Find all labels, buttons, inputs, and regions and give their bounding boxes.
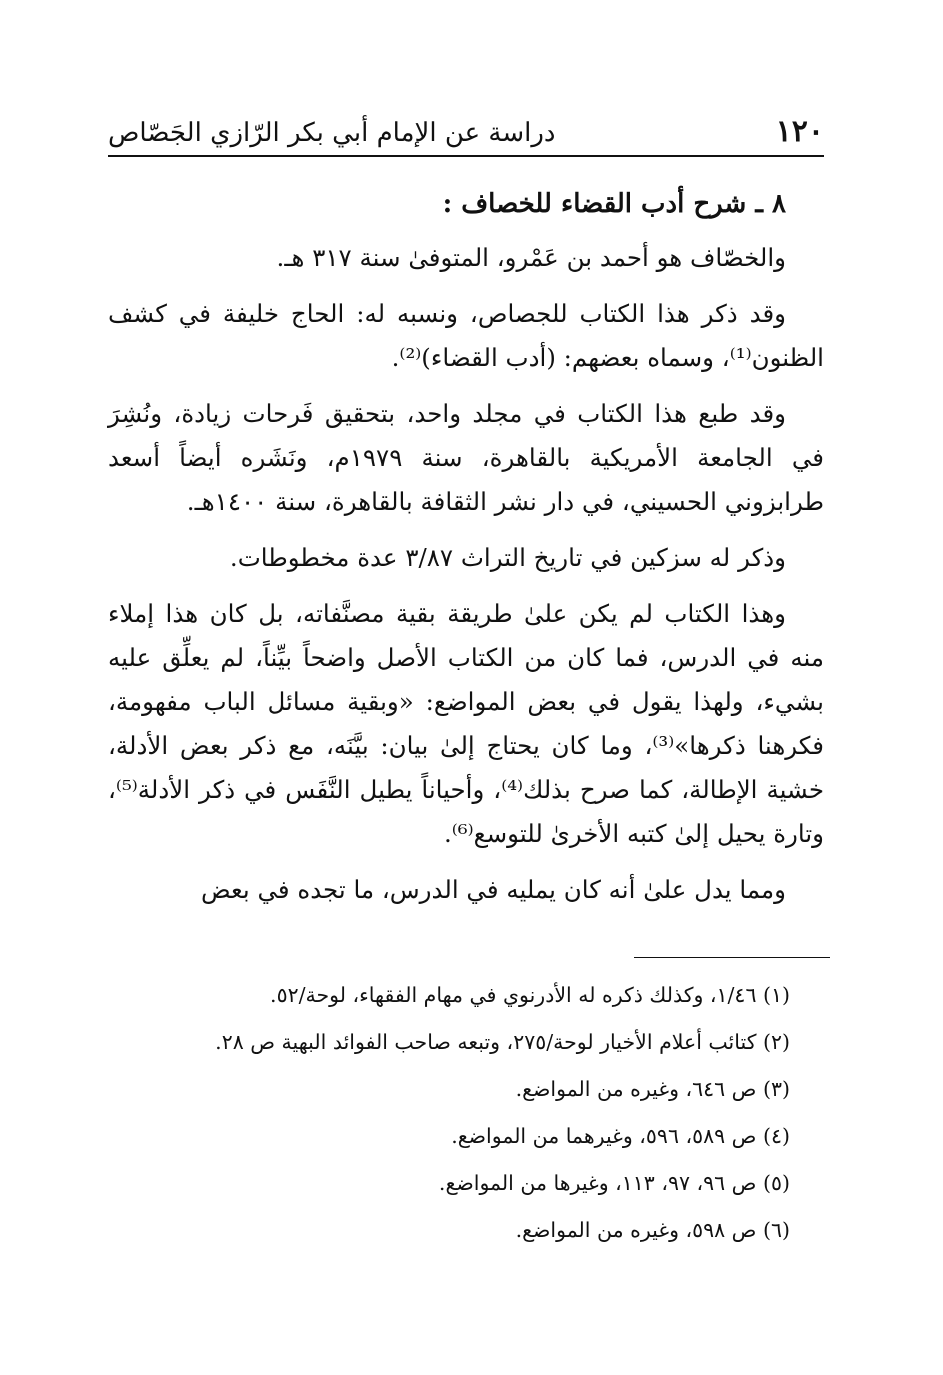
header-rule <box>108 155 824 157</box>
footnote: (٢) كتائب أعلام الأخيار لوحة/٢٧٥، وتبعه صاحب الفوائد البهية ص ٢٨. <box>215 1030 790 1054</box>
footnote: (٣) ص ٦٤٦، وغيره من المواضع. <box>515 1077 790 1101</box>
footnote-rule <box>634 957 830 958</box>
paragraph: والخصّاف هو أحمد بن عَمْرو، المتوفىٰ سنة ٣١٧ هـ. <box>276 243 786 272</box>
footnote: (٥) ص ٩٦، ٩٧، ١١٣، وغيرها من المواضع. <box>438 1171 790 1195</box>
running-title: دراسة عن الإمام أبي بكر الرّازي الجَصّاص <box>108 118 556 148</box>
paragraph: وقد طبع هذا الكتاب في مجلد واحد، بتحقيق فَرحات زيادة، ونُشِرَ في الجامعة الأمريكية بالقاهرة، سنة ١٩٧٩م، ونَشَره أيضاً أسعد طرابزوني الحسيني، في دار نشر الثقافة بالقاهرة، سنة ١٤٠٠هـ. <box>108 399 824 516</box>
paragraph: وهذا الكتاب لم يكن علىٰ طريقة بقية مصنَّفاته، بل كان هذا إملاء منه في الدرس، فما كان من الكتاب الأصل واضحاً بيِّناً، لم يعلِّق عليه بشيء، ولهذا يقول في بعض المواضع: «وبقية مسائل الباب مفهومة، فكرهنا ذكرها»⁽³⁾، وما كان يحتاج إلىٰ بيان: بيَّنَه، مع ذكر بعض الأدلة، خشية الإطالة، كما صرح بذلك⁽⁴⁾، وأحياناً يطيل النَّفَس في ذكر الأدلة⁽⁵⁾، وتارة يحيل إلىٰ كتبه الأخرىٰ للتوسع⁽⁶⁾. <box>108 599 825 848</box>
page-number: ١٢٠ <box>775 114 824 149</box>
section-heading: ٨ ـ شرح أدب القضاء للخصاف : <box>442 189 786 219</box>
page-header <box>108 112 824 154</box>
paragraph: وذكر له سزكين في تاريخ التراث ٣/٨٧ عدة مخطوطات. <box>229 543 786 572</box>
paragraph: ومما يدل علىٰ أنه كان يمليه في الدرس، ما تجده في بعض <box>201 875 786 904</box>
footnote: (٦) ص ٥٩٨، وغيره من المواضع. <box>515 1218 790 1242</box>
paragraph: وقد ذكر هذا الكتاب للجصاص، ونسبه له: الحاج خليفة في كشف الظنون⁽¹⁾، وسماه بعضهم: (أدب القضاء)⁽²⁾. <box>108 299 824 372</box>
footnote: (٤) ص ٥٨٩، ٥٩٦، وغيرهما من المواضع. <box>451 1124 790 1148</box>
main-text <box>108 170 824 924</box>
footnote: (١) ١/٤٦، وكذلك ذكره له الأدرنوي في مهام الفقهاء، لوحة/٥٢. <box>270 983 790 1007</box>
footnotes <box>108 972 824 1254</box>
